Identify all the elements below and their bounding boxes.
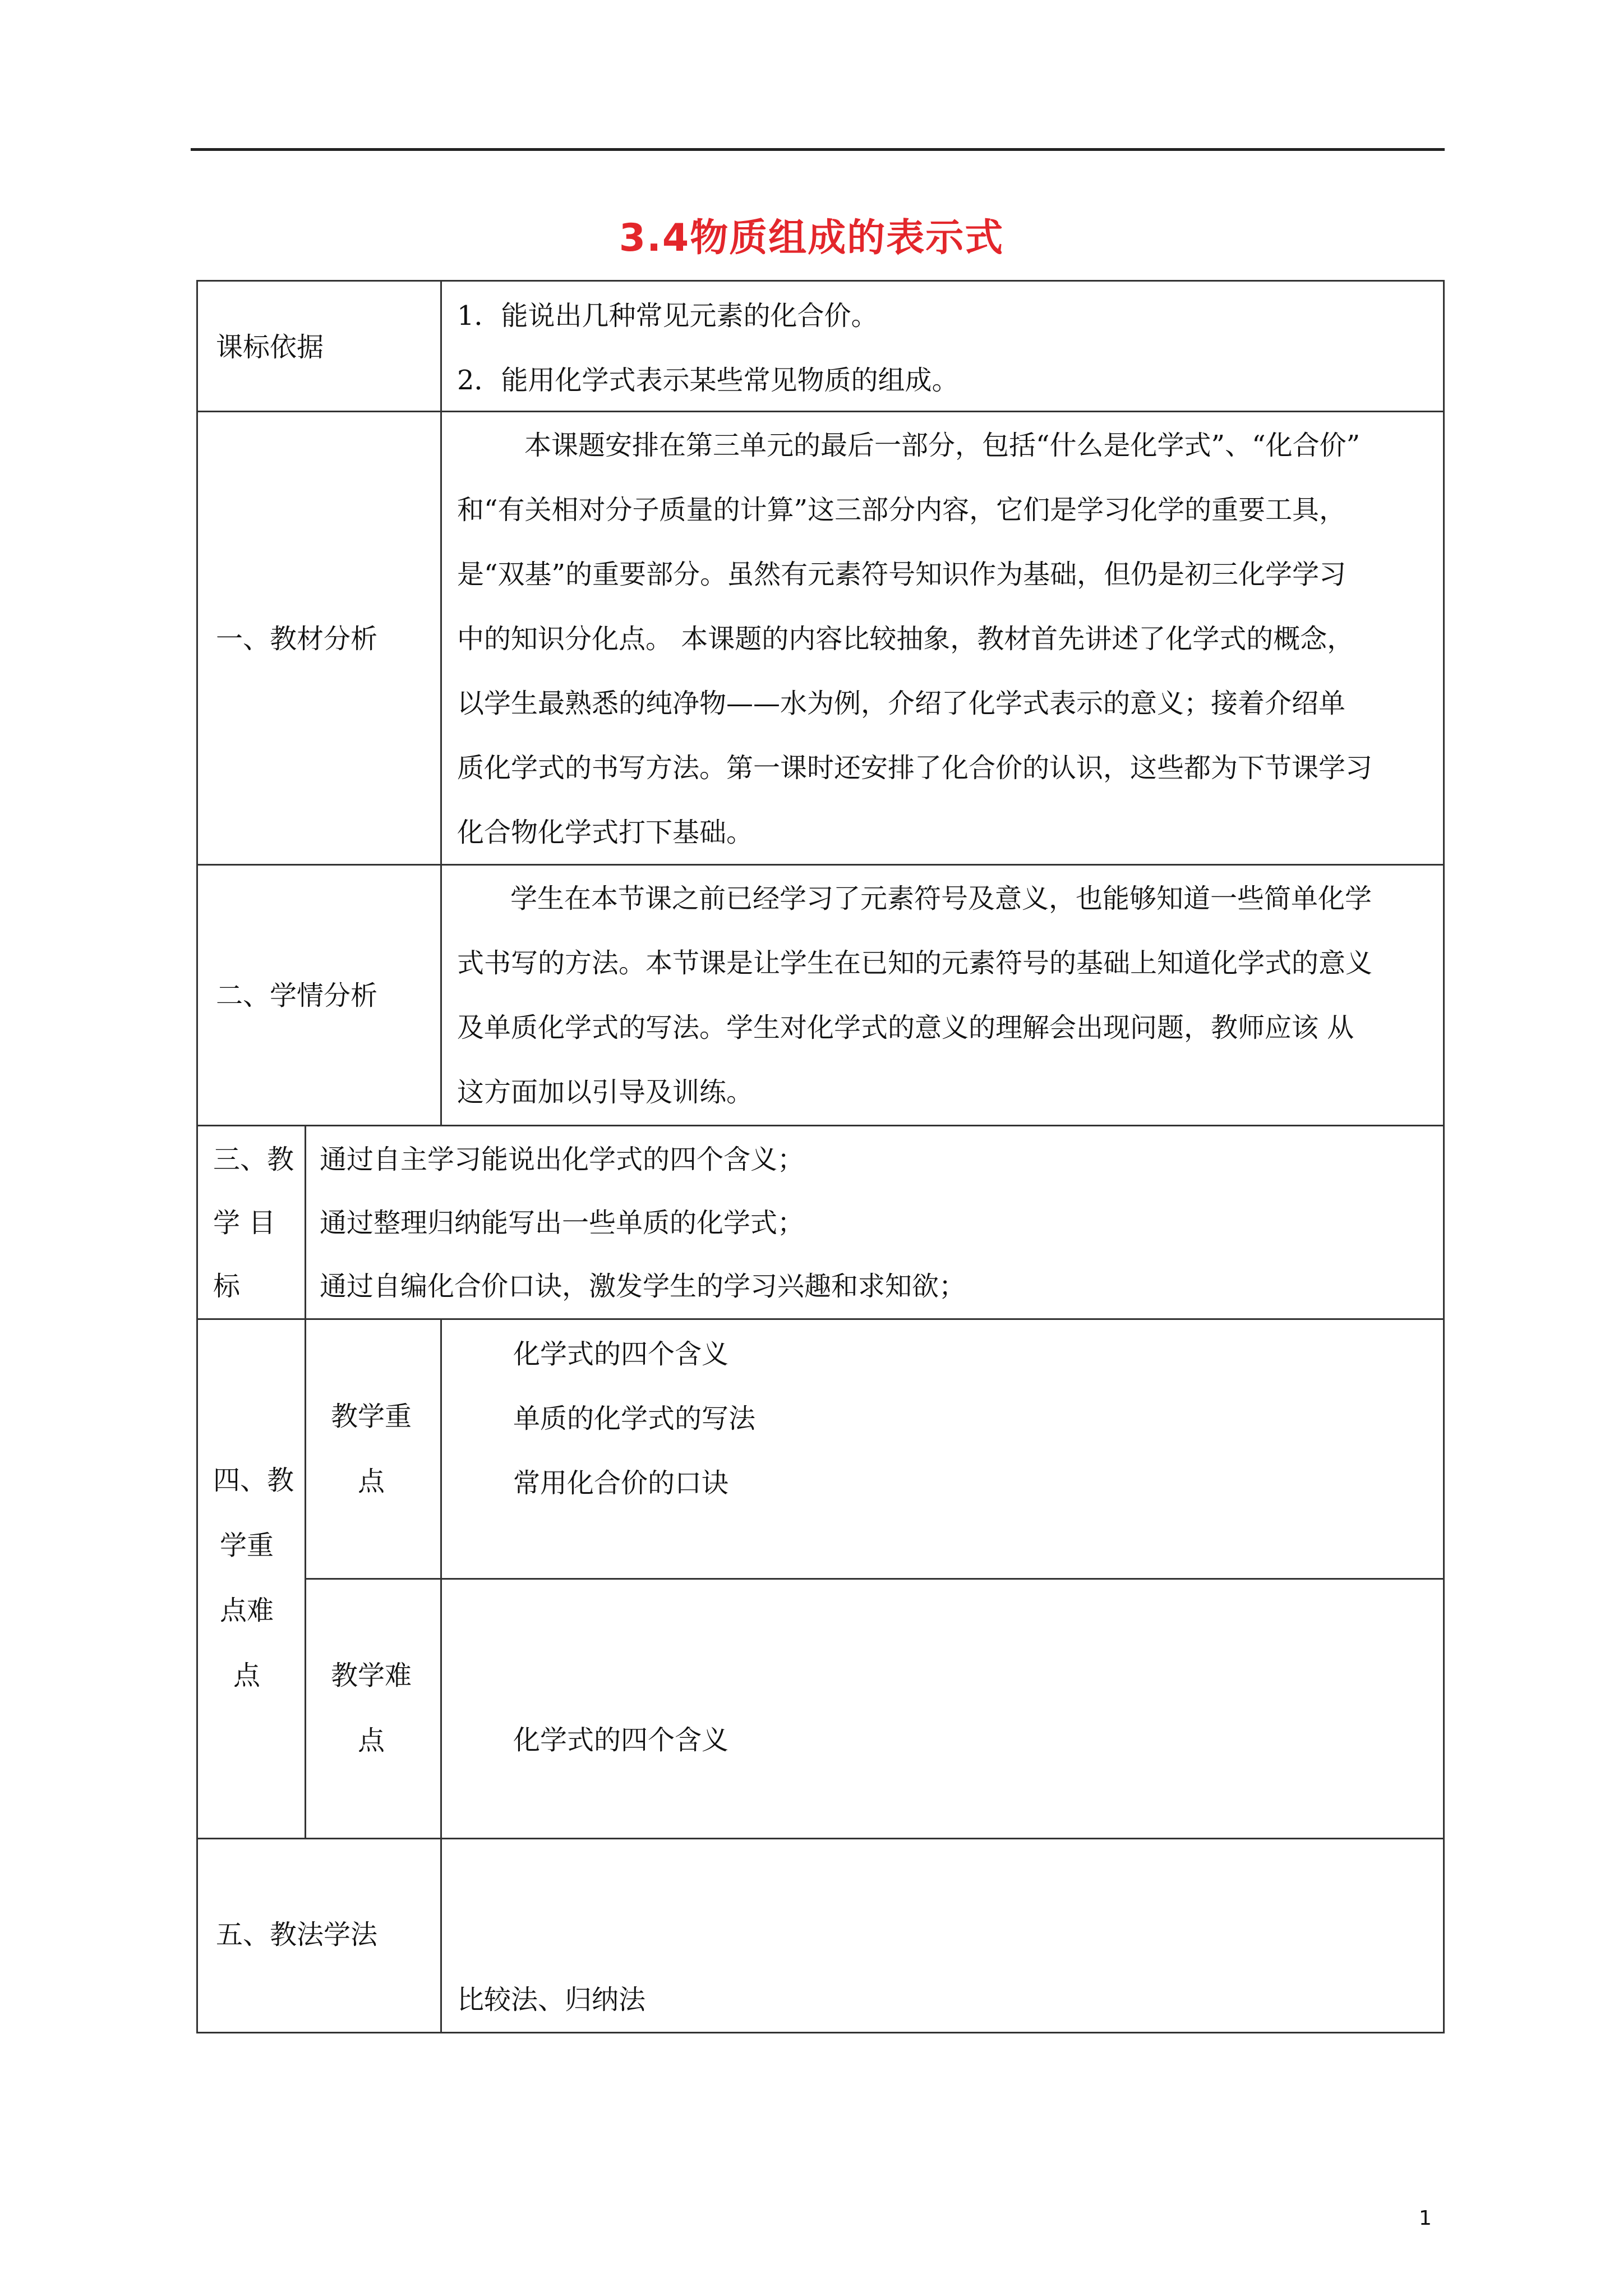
goal-item: 通过自主学习能说出化学式的四个含义； (320, 1144, 805, 1175)
column-divider (440, 280, 442, 1126)
text-line: 是“双基”的重要部分。虽然有元素符号知识作为基础，但仍是初三化学学习 (457, 559, 1347, 590)
goal-item: 通过自编化合价口诀，激发学生的学习兴趣和求知欲； (320, 1271, 966, 1302)
key-point-item: 单质的化学式的写法 (513, 1403, 756, 1434)
row-label-key-points: 学重 (220, 1530, 274, 1561)
textbook-analysis-text (457, 413, 1430, 865)
methods-content: 比较法、归纳法 (457, 1984, 646, 2016)
difficult-points-label: 教学难 (331, 1660, 412, 1691)
document-title: 3.4物质组成的表示式 (619, 216, 1004, 260)
column-divider (440, 1838, 442, 2033)
text-line: 及单质化学式的写法。学生对化学式的意义的理解会出现问题，教师应该 从 (457, 1012, 1354, 1043)
text-line: 学生在本节课之前已经学习了元素符号及意义，也能够知道一些简单化学 (510, 883, 1372, 914)
text-line: 化合物化学式打下基础。 (457, 817, 754, 848)
row-divider (196, 1125, 1445, 1126)
text-line: 和“有关相对分子质量的计算”这三部分内容，它们是学习化学的重要工具， (457, 494, 1347, 526)
row-label-textbook: 一、教材分析 (216, 623, 378, 655)
row-label-goals: 三、教 (213, 1144, 294, 1175)
page-number: 1 (1419, 2207, 1432, 2230)
row-label-key-points: 点难 (220, 1595, 274, 1626)
row-label-goals: 标 (213, 1271, 241, 1302)
table-border-right (1443, 280, 1445, 2033)
row-label-students: 二、学情分析 (216, 980, 378, 1011)
row-label-methods: 五、教法学法 (216, 1919, 378, 1950)
key-point-item: 化学式的四个含义 (513, 1338, 729, 1370)
header-rule (191, 148, 1445, 151)
text-line: 以学生最熟悉的纯净物——水为例，介绍了化学式表示的意义；接着介绍单 (457, 688, 1346, 719)
text-line: 质化学式的书写方法。第一课时还安排了化合价的认识，这些都为下节课学习 (457, 752, 1373, 784)
text-line: 式书写的方法。本节课是让学生在已知的元素符号的基础上知道化学式的意义 (457, 947, 1373, 979)
table-border-left (196, 280, 198, 2033)
row-divider (196, 1838, 1445, 1839)
key-points-label: 教学重 (331, 1401, 412, 1432)
text-line: 中的知识分化点。 本课题的内容比较抽象，教材首先讲述了化学式的概念， (457, 623, 1354, 655)
basis-item: 2．能用化学式表示某些常见物质的组成。 (457, 365, 959, 396)
difficult-point-item: 化学式的四个含义 (513, 1724, 729, 1756)
column-divider (305, 1125, 306, 1839)
row-label-goals: 学 目 (213, 1207, 276, 1239)
row-label-key-points: 点 (233, 1660, 261, 1691)
difficult-points-label: 点 (358, 1725, 385, 1756)
table-border-top (196, 280, 1445, 282)
row-label-basis: 课标依据 (216, 332, 324, 363)
text-line: 这方面加以引导及训练。 (457, 1076, 754, 1108)
goal-item: 通过整理归纳能写出一些单质的化学式； (320, 1207, 805, 1239)
row-divider (305, 1578, 1445, 1580)
row-label-key-points: 四、教 (213, 1465, 294, 1496)
column-divider (440, 1318, 442, 1839)
text-line: 本课题安排在第三单元的最后一部分，包括“什么是化学式”、“化合价” (524, 430, 1361, 461)
basis-item: 1．能说出几种常见元素的化合价。 (457, 300, 878, 332)
table-border-bottom (196, 2032, 1445, 2033)
student-analysis-text (457, 867, 1430, 1125)
key-point-item: 常用化合价的口诀 (513, 1467, 729, 1499)
key-points-label: 点 (358, 1466, 385, 1497)
